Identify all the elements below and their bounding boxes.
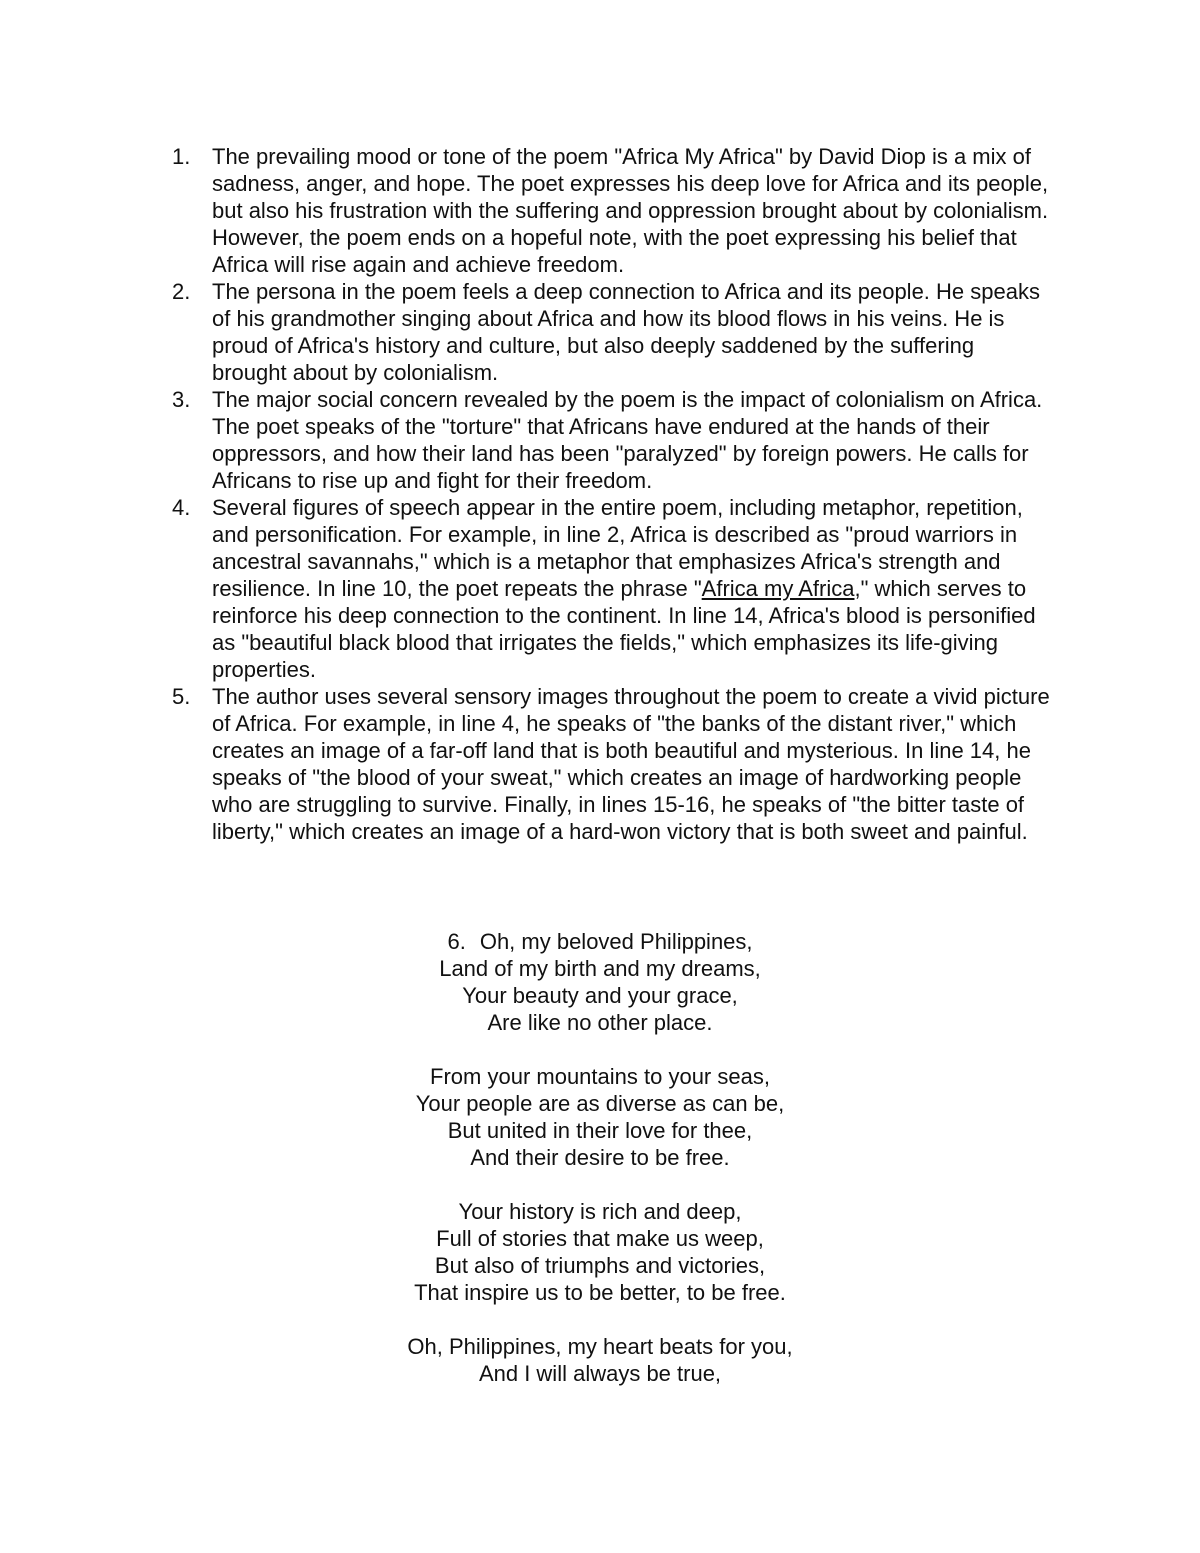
answer-number: 5. xyxy=(172,684,191,709)
answer-text: The prevailing mood or tone of the poem "Africa My Africa" by David Diop is a mix of sadness, anger, and hope. The poet expresses his deep love for Africa and its people, but also his frustration with the suffering and oppression brought about by colonialism. However, the poem ends on a hopeful note, with the poet expressing his belief that Africa will rise again and achieve freedom. xyxy=(212,144,1049,277)
poem-line: Your history is rich and deep, xyxy=(458,1199,742,1224)
poem-line: From your mountains to your seas, xyxy=(430,1064,770,1089)
underlined-phrase: Africa my Africa xyxy=(701,576,855,601)
answer-text xyxy=(212,494,1052,683)
answer-list xyxy=(172,143,1052,845)
poem-line: Your beauty and your grace, xyxy=(462,983,738,1008)
poem-stanza-4 xyxy=(300,1333,900,1387)
poem-line xyxy=(300,928,900,955)
answer-text: The major social concern revealed by the poem is the impact of colonialism on Africa. The poet speaks of the "torture" that Africans have endured at the hands of their oppressors, and how their land has been "paralyzed" by foreign powers. He calls for Africans to rise up and fight for their freedom. xyxy=(212,387,1043,493)
poem-number: 6. xyxy=(447,929,466,954)
poem-line: Your people are as diverse as can be, xyxy=(415,1091,785,1116)
answer-text-after: ," which serves to reinforce his deep connection to the continent. In line 14, Africa's blood is personified as "beautiful black blood that irrigates the fields," which emphasizes its life-giving properties. xyxy=(212,576,1036,682)
poem-line: That inspire us to be better, to be free. xyxy=(414,1280,786,1305)
answer-text-before: Several figures of speech appear in the entire poem, including metaphor, repetition, and personification. For example, in line 2, Africa is described as "proud warriors in ancestral savannahs," which is a metaphor that emphasizes Africa's strength and resilience. In line 10, the poet repeats the phrase " xyxy=(212,495,1023,601)
answer-number: 2. xyxy=(172,279,191,304)
answer-number: 3. xyxy=(172,387,191,412)
answer-number: 4. xyxy=(172,495,191,520)
answer-text: The persona in the poem feels a deep connection to Africa and its people. He speaks of his grandmother singing about Africa and how its blood flows in his veins. He is proud of Africa's history and culture, but also deeply saddened by the suffering brought about by colonialism. xyxy=(212,279,1040,385)
poem-line: Are like no other place. xyxy=(487,1010,713,1035)
poem-stanza-3 xyxy=(300,1198,900,1306)
answer-item-1 xyxy=(172,143,1052,278)
poem-line: Full of stories that make us weep, xyxy=(436,1226,764,1251)
poem-stanza-1 xyxy=(300,928,900,1036)
poem-line: But united in their love for thee, xyxy=(447,1118,753,1143)
poem-line: Land of my birth and my dreams, xyxy=(439,956,761,981)
poem-stanza-2 xyxy=(300,1063,900,1171)
poem-line: Oh, Philippines, my heart beats for you, xyxy=(407,1334,793,1359)
answer-item-4 xyxy=(172,494,1052,683)
answer-text: The author uses several sensory images throughout the poem to create a vivid picture of Africa. For example, in line 4, he speaks of "the banks of the distant river," which creates an image of a far-off land that is both beautiful and mysterious. In line 14, he speaks of "the blood of your sweat," which creates an image of hardworking people who are struggling to survive. Finally, in lines 15-16, he speaks of "the bitter taste of liberty," which creates an image of a hard-won victory that is both sweet and painful. xyxy=(212,684,1050,844)
answer-number: 1. xyxy=(172,144,191,169)
poem-line: And their desire to be free. xyxy=(470,1145,730,1170)
poem-line: And I will always be true, xyxy=(478,1361,722,1386)
poem xyxy=(300,928,900,1387)
answer-item-3 xyxy=(172,386,1052,494)
poem-line: But also of triumphs and victories, xyxy=(434,1253,766,1278)
poem-line-text: Oh, my beloved Philippines, xyxy=(479,929,753,954)
answer-item-5 xyxy=(172,683,1052,845)
answer-item-2 xyxy=(172,278,1052,386)
